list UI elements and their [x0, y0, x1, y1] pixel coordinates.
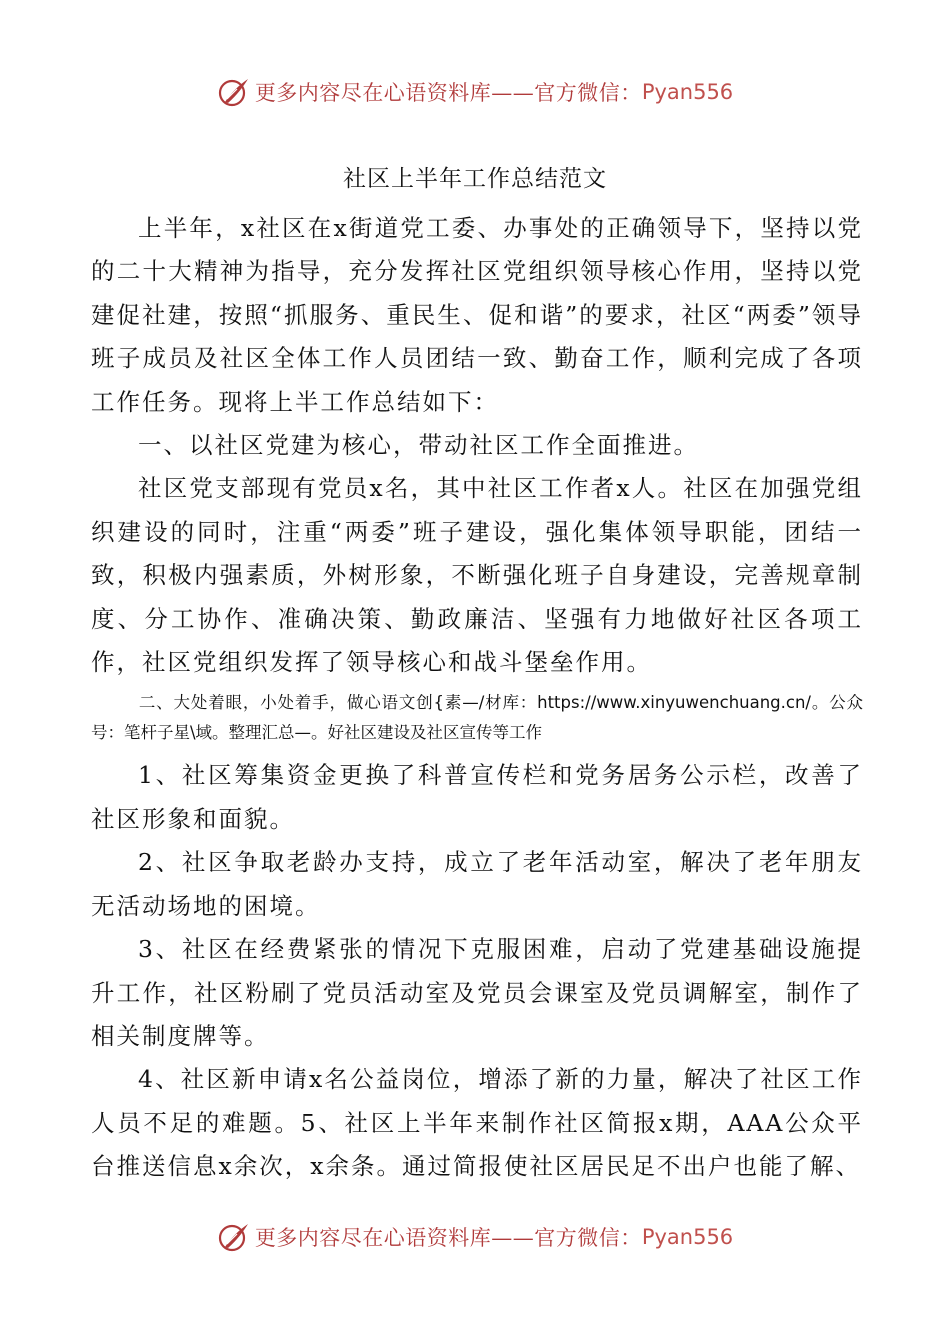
banner-text: 更多内容尽在心语资料库——官方微信：	[254, 1226, 642, 1250]
document-body	[91, 207, 863, 1189]
pen-quill-logo-icon	[217, 75, 251, 109]
banner-text: 更多内容尽在心语资料库——官方微信：	[254, 81, 642, 105]
paragraph-item-2: 2、社区争取老龄办支持，成立了老年活动室，解决了老年朋友无活动场地的困境。	[91, 848, 863, 920]
document-title: 社区上半年工作总结范文	[343, 166, 607, 192]
paragraph-item-3: 3、社区在经费紧张的情况下克服困难，启动了党建基础设施提升工作，社区粉刷了党员活动室及党员会课室及党员调解室，制作了相关制度牌等。	[91, 935, 863, 1050]
paragraph-section-2-heading: 二、大处着眼，小处着手，做心语文创{素—/材库：https://www.xinyuwenchuang.cn/。公众号：笔杆子星\域。整理汇总—。好社区建设及社区宣传等工作	[91, 693, 863, 743]
paragraph-item-1: 1、社区筹集资金更换了科普宣传栏和党务居务公示栏，改善了社区形象和面貌。	[91, 761, 863, 833]
paragraph-item-4: 4、社区新申请x名公益岗位，增添了新的力量，解决了社区工作人员不足的难题。5、社区上半年来制作社区简报x期，AAA公众平台推送信息x余次，x余条。通过简报使社区居民足不出户也能了解、	[91, 1065, 863, 1181]
banner-wechat-id: Pyan556	[641, 80, 734, 104]
paragraph-section-1-heading: 一、以社区党建为核心，带动社区工作全面推进。	[138, 431, 699, 460]
pen-quill-logo-icon	[217, 1220, 251, 1254]
banner-wechat-id: Pyan556	[641, 1225, 734, 1249]
header-banner	[0, 70, 950, 114]
paragraph-intro: 上半年，x社区在x街道党工委、办事处的正确领导下，坚持以党的二十大精神为指导，充分发挥社区党组织领导核心作用，坚持以党建促社建，按照“抓服务、重民生、促和谐”的要求，社区“两委”领导班子成员及社区全体工作人员团结一致、勤奋工作，顺利完成了各项工作任务。现将上半工作总结如下：	[91, 214, 863, 416]
footer-banner	[0, 1215, 950, 1259]
paragraph-section-1-body: 社区党支部现有党员x名，其中社区工作者x人。社区在加强党组织建设的同时，注重“两委”班子建设，强化集体领导职能，团结一致，积极内强素质，外树形象，不断强化班子自身建设，完善规章制度、分工协作、准确决策、勤政廉洁、坚强有力地做好社区各项工作，社区党组织发挥了领导核心和战斗堡垒作用。	[91, 474, 863, 677]
